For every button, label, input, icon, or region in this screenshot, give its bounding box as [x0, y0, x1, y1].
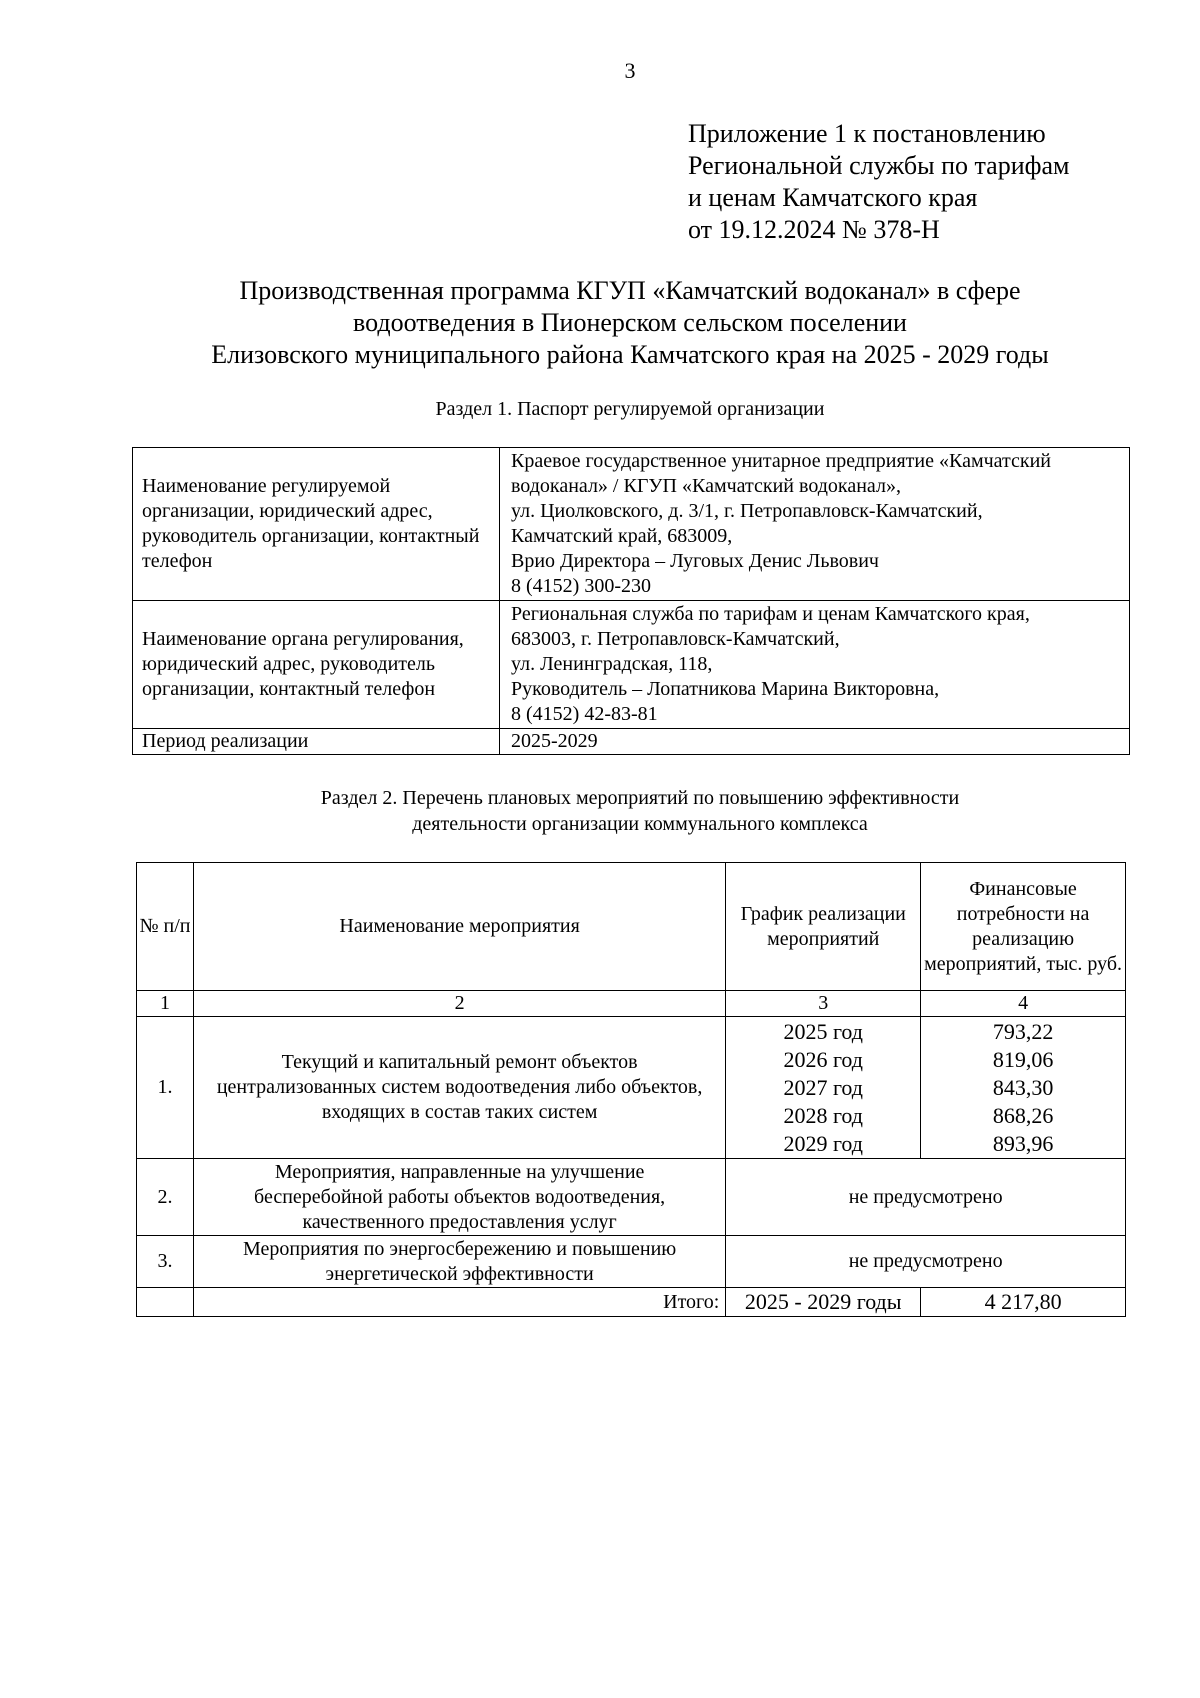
table-row [137, 1017, 1126, 1159]
header-name: Наименование мероприятия [193, 863, 725, 991]
column-number-row [137, 991, 1126, 1017]
item-name: Мероприятия по энергосбережению и повышению энергетической эффективности [193, 1236, 725, 1288]
section2-heading [140, 785, 1140, 837]
passport-label: Период реализации [133, 729, 500, 755]
item-name: Мероприятия, направленные на улучшение бесперебойной работы объектов водоотведения, качественного предоставления услуг [193, 1159, 725, 1236]
item-years [726, 1017, 921, 1159]
value-line: Региональная служба по тарифам и ценам Камчатского края, [511, 603, 1030, 625]
value-line: водоканал» / КГУП «Камчатский водоканал», [511, 475, 901, 497]
value-line: Краевое государственное унитарное предприятие «Камчатский [511, 450, 1051, 472]
value-line: ул. Ленинградская, 118, [511, 653, 713, 675]
total-label: Итого: [193, 1288, 725, 1317]
appendix-reference [688, 118, 1069, 246]
item-amounts [921, 1017, 1126, 1159]
value-line: 8 (4152) 300-230 [511, 575, 651, 597]
appendix-line: и ценам Камчатского края [688, 183, 978, 212]
value-line: 8 (4152) 42-83-81 [511, 703, 658, 725]
page-number: 3 [624, 58, 636, 83]
heading-line: деятельности организации коммунального комплекса [412, 813, 868, 835]
year: 2028 год [783, 1102, 863, 1128]
column-number: 3 [726, 991, 921, 1017]
passport-row [133, 729, 1130, 755]
appendix-line: Региональной службы по тарифам [688, 151, 1070, 180]
document-title [100, 275, 1160, 371]
year: 2029 год [783, 1130, 863, 1156]
year: 2027 год [783, 1074, 863, 1100]
item-num: 3. [137, 1236, 194, 1288]
passport-value [500, 448, 1130, 601]
header-finance: Финансовые потребности на реализацию мероприятий, тыс. руб. [921, 863, 1126, 991]
passport-row [133, 448, 1130, 601]
appendix-line: Приложение 1 к постановлению [688, 119, 1046, 148]
total-row [137, 1288, 1126, 1317]
appendix-line: от 19.12.2024 № 378-Н [688, 215, 940, 244]
value-line: 683003, г. Петропавловск-Камчатский, [511, 628, 840, 650]
item-name: Текущий и капитальный ремонт объектов централизованных систем водоотведения либо объектов, входящих в состав таких систем [193, 1017, 725, 1159]
table-row [137, 1159, 1126, 1236]
total-period: 2025 - 2029 годы [726, 1288, 921, 1317]
total-empty [137, 1288, 194, 1317]
year: 2025 год [783, 1018, 863, 1044]
item-num: 2. [137, 1159, 194, 1236]
passport-row [133, 601, 1130, 729]
passport-table [132, 447, 1130, 755]
column-number: 1 [137, 991, 194, 1017]
measures-table [136, 862, 1126, 1317]
year: 2026 год [783, 1046, 863, 1072]
value-line: Врио Директора – Луговых Денис Львович [511, 550, 879, 572]
amount: 819,06 [992, 1046, 1054, 1072]
section1-heading: Раздел 1. Паспорт регулируемой организации [435, 398, 825, 420]
title-line: Производственная программа КГУП «Камчатский водоканал» в сфере [239, 276, 1021, 305]
amount: 893,96 [992, 1130, 1054, 1156]
passport-value [500, 601, 1130, 729]
item-note: не предусмотрено [726, 1236, 1126, 1288]
value-line: ул. Циолковского, д. 3/1, г. Петропавловск-Камчатский, [511, 500, 983, 522]
passport-label: Наименование регулируемой организации, юридический адрес, руководитель организации, контактный телефон [133, 448, 500, 601]
title-line: водоотведения в Пионерском сельском поселении [353, 308, 907, 337]
value-line: Камчатский край, 683009, [511, 525, 733, 547]
passport-value: 2025-2029 [500, 729, 1130, 755]
amount: 868,26 [992, 1102, 1054, 1128]
column-number: 2 [193, 991, 725, 1017]
heading-line: Раздел 2. Перечень плановых мероприятий по повышению эффективности [320, 787, 960, 809]
amount: 843,30 [992, 1074, 1054, 1100]
header-num: № п/п [137, 863, 194, 991]
value-line: Руководитель – Лопатникова Марина Викторовна, [511, 678, 940, 700]
table-row [137, 1236, 1126, 1288]
title-line: Елизовского муниципального района Камчатского края на 2025 - 2029 годы [211, 340, 1049, 369]
total-amount: 4 217,80 [921, 1288, 1126, 1317]
passport-label: Наименование органа регулирования, юридический адрес, руководитель организации, контактный телефон [133, 601, 500, 729]
header-row [137, 863, 1126, 991]
amount: 793,22 [992, 1018, 1054, 1044]
item-num: 1. [137, 1017, 194, 1159]
header-schedule: График реализации мероприятий [726, 863, 921, 991]
item-note: не предусмотрено [726, 1159, 1126, 1236]
column-number: 4 [921, 991, 1126, 1017]
